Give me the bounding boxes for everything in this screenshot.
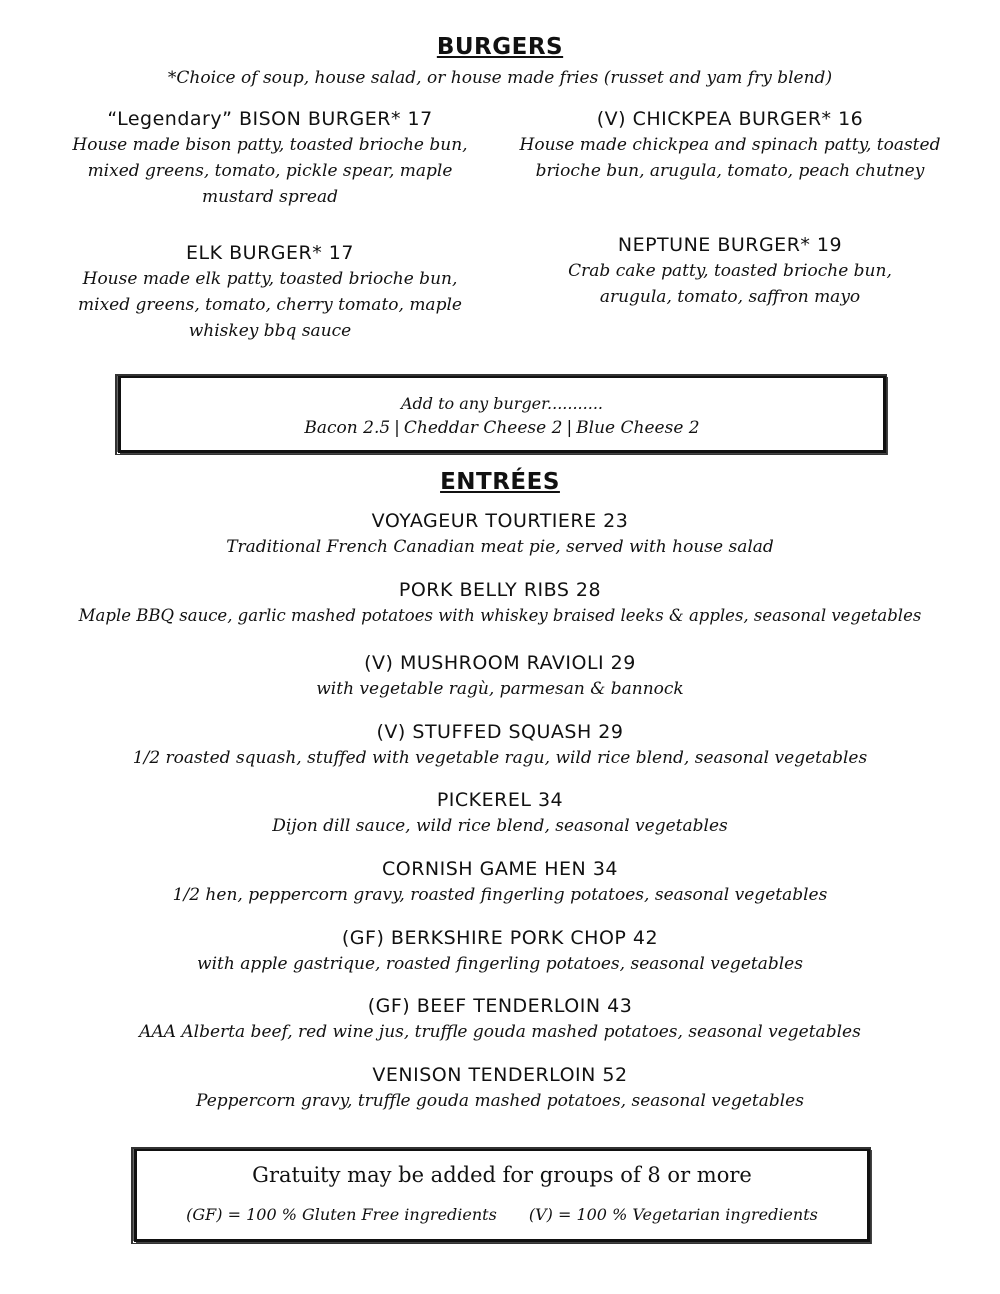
entree-item-pork-chop — [0, 925, 1000, 977]
burgers-title: BURGERS — [436, 34, 564, 60]
addons-box — [118, 375, 886, 453]
burgers-sides-note: *Choice of soup, house salad, or house made fries (russet and yam fry blend) — [167, 68, 833, 88]
item-description: Peppercorn gravy, truffle gouda mashed potatoes, seasonal vegetables — [196, 1091, 804, 1111]
item-name: VOYAGEUR TOURTIERE 23 — [371, 510, 629, 532]
item-name: (V) CHICKPEA BURGER* 16 — [596, 108, 864, 130]
addon-cheddar: Cheddar Cheese 2 — [403, 418, 563, 438]
burger-item-neptune — [545, 232, 915, 310]
entree-item-pork-belly — [0, 577, 1000, 629]
item-description: House made elk patty, toasted brioche bun, mixed greens, tomato, cherry tomato, maple whiskey bbq sauce — [78, 269, 462, 341]
item-name: (V) MUSHROOM RAVIOLI 29 — [364, 652, 636, 674]
item-name: NEPTUNE BURGER* 19 — [617, 234, 843, 256]
item-description: Crab cake patty, toasted brioche bun, arugula, tomato, saffron mayo — [568, 261, 892, 307]
item-description: House made bison patty, toasted brioche bun, mixed greens, tomato, pickle spear, maple mustard spread — [72, 135, 468, 207]
entree-item-venison — [0, 1062, 1000, 1114]
item-description: Traditional French Canadian meat pie, served with house salad — [226, 537, 774, 557]
item-name: PICKEREL 34 — [436, 789, 564, 811]
addon-blue-cheese: Blue Cheese 2 — [576, 418, 700, 438]
item-name: (GF) BEEF TENDERLOIN 43 — [367, 995, 633, 1017]
item-name: VENISON TENDERLOIN 52 — [372, 1064, 628, 1086]
entrees-title: ENTRÉES — [440, 469, 560, 495]
entree-item-squash — [0, 719, 1000, 771]
entree-item-pickerel — [0, 787, 1000, 839]
item-description: House made chickpea and spinach patty, toasted brioche bun, arugula, tomato, peach chutney — [519, 135, 941, 181]
burger-item-bison — [50, 106, 490, 210]
addon-bacon: Bacon 2.5 — [304, 418, 391, 438]
footer-box — [134, 1148, 870, 1242]
addons-heading: Add to any burger........... — [401, 394, 603, 413]
burger-item-chickpea — [505, 106, 955, 184]
item-name: (GF) BERKSHIRE PORK CHOP 42 — [341, 927, 659, 949]
gf-legend: (GF) = 100 % Gluten Free ingredients — [186, 1205, 497, 1224]
burger-item-elk — [55, 240, 485, 344]
addons-options — [121, 418, 883, 438]
item-description: 1/2 roasted squash, stuffed with vegetable ragu, wild rice blend, seasonal vegetables — [132, 748, 868, 768]
item-description: Maple BBQ sauce, garlic mashed potatoes with whiskey braised leeks & apples, seasonal vegetables — [78, 606, 922, 625]
gratuity-note: Gratuity may be added for groups of 8 or more — [252, 1163, 752, 1187]
item-description: 1/2 hen, peppercorn gravy, roasted fingerling potatoes, seasonal vegetables — [172, 885, 828, 905]
entree-item-beef-tenderloin — [0, 993, 1000, 1045]
entree-item-ravioli — [0, 650, 1000, 702]
item-name: PORK BELLY RIBS 28 — [398, 579, 602, 601]
divider: | — [394, 418, 400, 438]
item-name: (V) STUFFED SQUASH 29 — [376, 721, 624, 743]
dietary-legend — [137, 1205, 867, 1224]
v-legend: (V) = 100 % Vegetarian ingredients — [528, 1205, 818, 1224]
item-description: AAA Alberta beef, red wine jus, truffle gouda mashed potatoes, seasonal vegetables — [139, 1022, 861, 1042]
entree-item-game-hen — [0, 856, 1000, 908]
item-name: “Legendary” BISON BURGER* 17 — [107, 108, 433, 130]
item-name: CORNISH GAME HEN 34 — [381, 858, 618, 880]
divider: | — [566, 418, 573, 438]
item-description: Dijon dill sauce, wild rice blend, seasonal vegetables — [272, 816, 728, 836]
item-description: with apple gastrique, roasted fingerling potatoes, seasonal vegetables — [197, 954, 803, 974]
item-description: with vegetable ragù, parmesan & bannock — [316, 679, 684, 699]
entree-item-tourtiere — [0, 508, 1000, 560]
item-name: ELK BURGER* 17 — [186, 242, 354, 264]
